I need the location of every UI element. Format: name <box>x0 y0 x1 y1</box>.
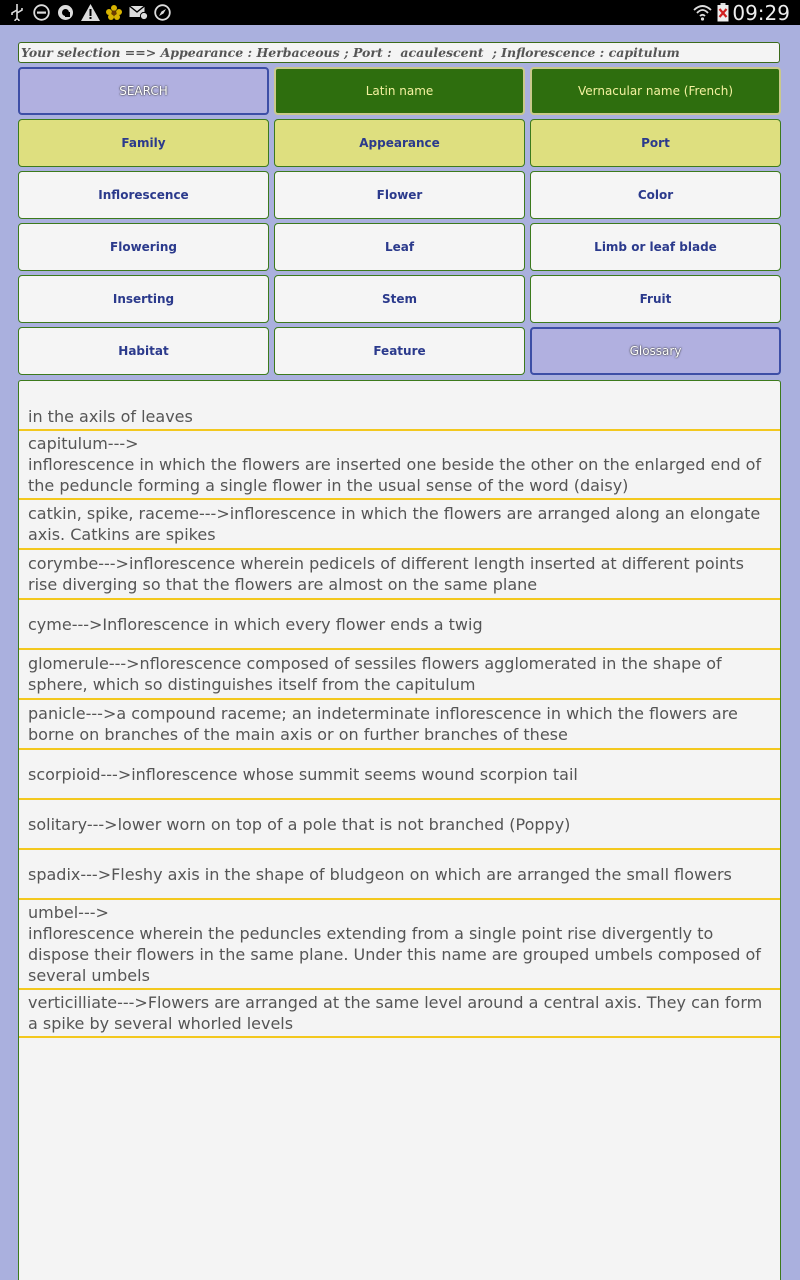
latin-name-button[interactable]: Latin name <box>274 67 525 115</box>
mail-icon <box>128 4 148 21</box>
usb-icon <box>8 4 26 21</box>
list-item[interactable] <box>19 550 780 600</box>
list-item[interactable] <box>19 750 780 800</box>
clock: 09:29 <box>732 1 790 25</box>
list-item-text: corymbe--->inflorescence wherein pedicels of different length inserted at different points rise diverging so that the flowers are almost on the same plane <box>28 554 750 594</box>
appearance-button[interactable]: Appearance <box>274 119 525 167</box>
glossary-button[interactable]: Glossary <box>530 327 781 375</box>
list-item-text: umbel---> inflorescence wherein the peduncles extending from a single point rise divergently to dispose their flowers in the same plane. Under this name are grouped umbels composed of several umbels <box>28 903 761 985</box>
stem-button[interactable]: Stem <box>274 275 525 323</box>
blocked-icon <box>32 4 50 21</box>
sync-icon <box>56 4 74 21</box>
list-item[interactable] <box>19 500 780 550</box>
selection-summary: Your selection ==> Appearance : Herbaceous ; Port : acaulescent ; Inflorescence : capitulum <box>18 42 780 63</box>
flower-button[interactable]: Flower <box>274 171 525 219</box>
list-item[interactable] <box>19 850 780 900</box>
list-item-text: in the axils of leaves <box>28 407 193 426</box>
list-item-text: panicle--->a compound raceme; an indeterminate inflorescence in which the flowers are borne on branches of the main axis or on further branches of these <box>28 704 743 744</box>
inflorescence-button[interactable]: Inflorescence <box>18 171 269 219</box>
battery-icon <box>716 4 730 21</box>
limb-button[interactable]: Limb or leaf blade <box>530 223 781 271</box>
list-item[interactable] <box>19 381 780 431</box>
warning-icon <box>80 4 100 21</box>
flower-icon <box>104 4 124 21</box>
color-button[interactable]: Color <box>530 171 781 219</box>
status-bar <box>0 0 800 25</box>
feature-button[interactable]: Feature <box>274 327 525 375</box>
compass-icon <box>152 4 172 21</box>
list-item[interactable] <box>19 431 780 500</box>
list-item-text: verticilliate--->Flowers are arranged at the same level around a central axis. They can form a spike by several whorled levels <box>28 993 768 1033</box>
list-item[interactable] <box>19 800 780 850</box>
list-item-text: glomerule--->nflorescence composed of sessiles flowers agglomerated in the shape of sphere, which so distinguishes itself from the capitulum <box>28 654 727 694</box>
inserting-button[interactable]: Inserting <box>18 275 269 323</box>
list-item-text: capitulum---> inflorescence in which the flowers are inserted one beside the other on the enlarged end of the peduncle forming a single flower in the usual sense of the word (daisy) <box>28 434 762 495</box>
list-item[interactable] <box>19 650 780 700</box>
wifi-icon <box>692 4 712 21</box>
habitat-button[interactable]: Habitat <box>18 327 269 375</box>
list-item[interactable] <box>19 700 780 750</box>
list-item[interactable] <box>19 600 780 650</box>
leaf-button[interactable]: Leaf <box>274 223 525 271</box>
list-item[interactable] <box>19 990 780 1038</box>
list-item-text: spadix--->Fleshy axis in the shape of bludgeon on which are arranged the small flowers <box>28 864 732 884</box>
family-button[interactable]: Family <box>18 119 269 167</box>
list-item-text: scorpioid--->inflorescence whose summit seems wound scorpion tail <box>28 764 578 784</box>
port-button[interactable]: Port <box>530 119 781 167</box>
flowering-button[interactable]: Flowering <box>18 223 269 271</box>
fruit-button[interactable]: Fruit <box>530 275 781 323</box>
glossary-list[interactable] <box>18 380 781 1280</box>
list-item-text: cyme--->Inflorescence in which every flower ends a twig <box>28 614 483 634</box>
list-item[interactable] <box>19 900 780 990</box>
list-item-text: catkin, spike, raceme--->inflorescence in which the flowers are arranged along an elongate axis. Catkins are spikes <box>28 504 766 544</box>
list-item-text: solitary--->lower worn on top of a pole that is not branched (Poppy) <box>28 814 571 834</box>
search-button[interactable]: SEARCH <box>18 67 269 115</box>
vernacular-name-button[interactable]: Vernacular name (French) <box>530 67 781 115</box>
